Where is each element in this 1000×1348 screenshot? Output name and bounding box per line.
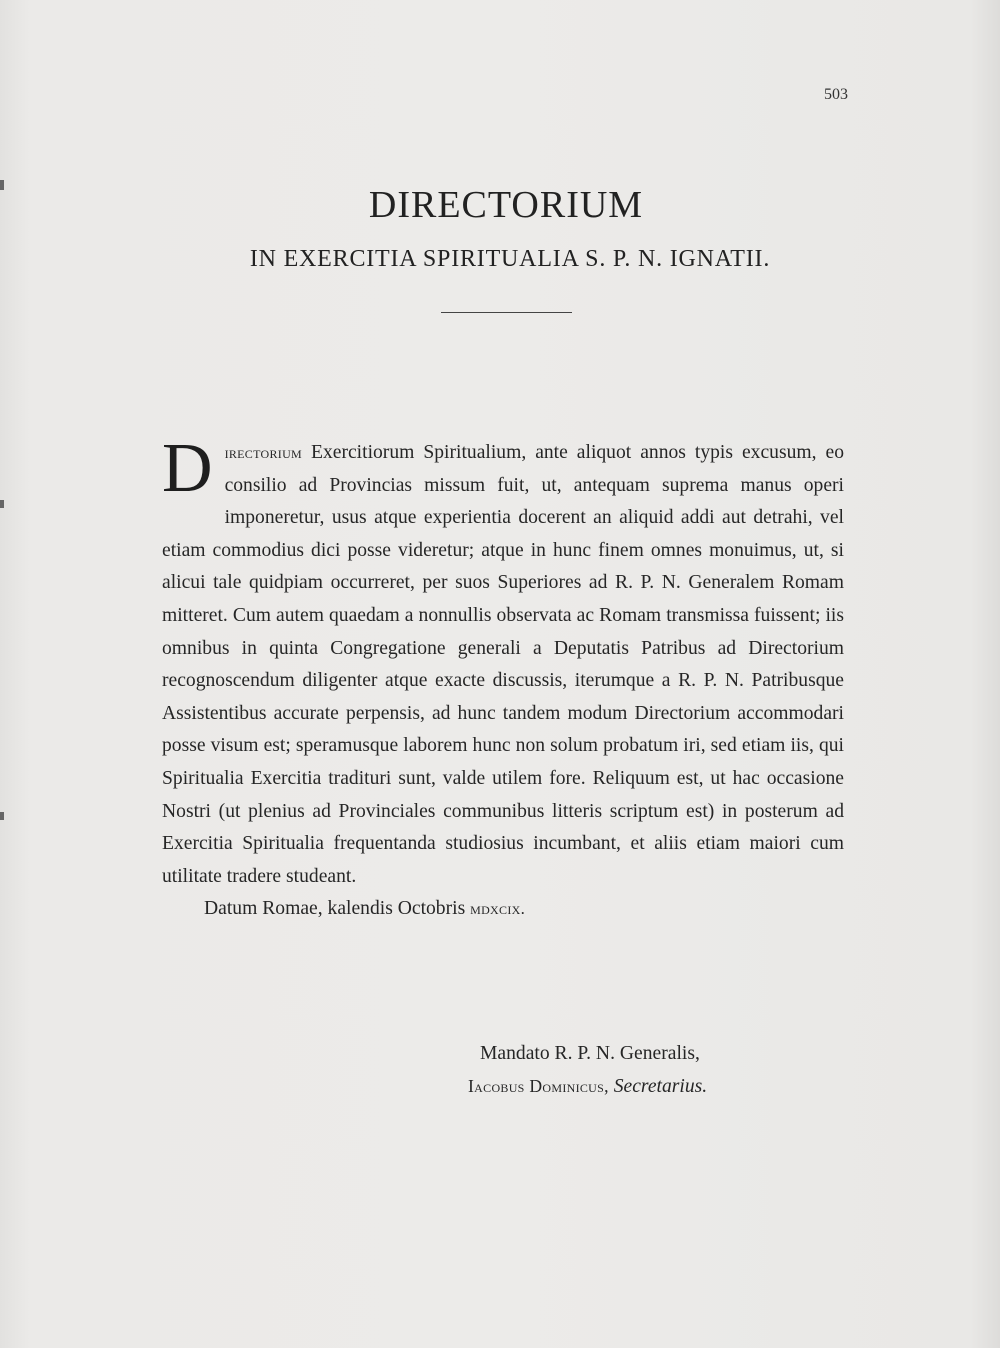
page-edge-mark xyxy=(0,812,4,820)
signature-block xyxy=(468,1038,788,1103)
page-number: 503 xyxy=(824,86,848,103)
signature-mandate: Mandato R. P. N. Generalis, xyxy=(480,1043,700,1064)
dateline xyxy=(162,893,844,926)
dateline-year: mdxcix. xyxy=(470,899,526,919)
title-divider xyxy=(441,312,572,313)
page-title: DIRECTORIUM xyxy=(368,184,644,226)
main-paragraph xyxy=(162,430,844,893)
opening-word: irectorium xyxy=(224,443,303,462)
signatory-name: Iacobus Dominicus, xyxy=(468,1076,609,1096)
main-text xyxy=(162,430,844,926)
signature-name-line xyxy=(468,1070,788,1103)
drop-cap: D xyxy=(162,430,213,507)
page-edge-mark xyxy=(0,500,4,508)
dateline-text: Datum Romae, kalendis Octobris xyxy=(204,898,471,920)
page-subtitle: IN EXERCITIA SPIRITUALIA S. P. N. IGNATII. xyxy=(249,246,771,272)
signatory-role: Secretarius. xyxy=(613,1076,708,1097)
paragraph-text: Exercitiorum Spiritualium, ante aliquot annos typis excusum, eo consilio ad Provincias missum fuit, ut, antequam suprema manus operi imponeretur, usus atque experientia docerent an aliquid addi aut detrahi, vel etiam commodius dici posse videretur; atque in hunc finem omnes monuimus, ut, si alicui tale quidpiam occurreret, per suos Superiores ad R. P. N. Generalem Romam mitteret. Cum autem quaedam a nonnullis observata ac Romam transmissa fuissent; iis omnibus in quinta Congregatione generali a Deputatis Patribus ad Directorium recognoscendum diligenter atque exacte discussis, iterumque a R. P. N. Patribusque Assistentibus accurate perpensis, ad hunc tandem modum Directorium accommodari posse visum est; speramusque laborem hunc non solum probatum iri, sed etiam iis, qui Spiritualia Exercitia tradituri sunt, valde utilem fore. Reliquum est, ut hac occasione Nostri (ut plenius ad Provinciales communibus litteris scriptum est) in posterum ad Exercitia Spiritualia frequentanda studiosius incumbant, et aliis etiam maiori cum utilitate tradere studeant. xyxy=(162,442,844,887)
